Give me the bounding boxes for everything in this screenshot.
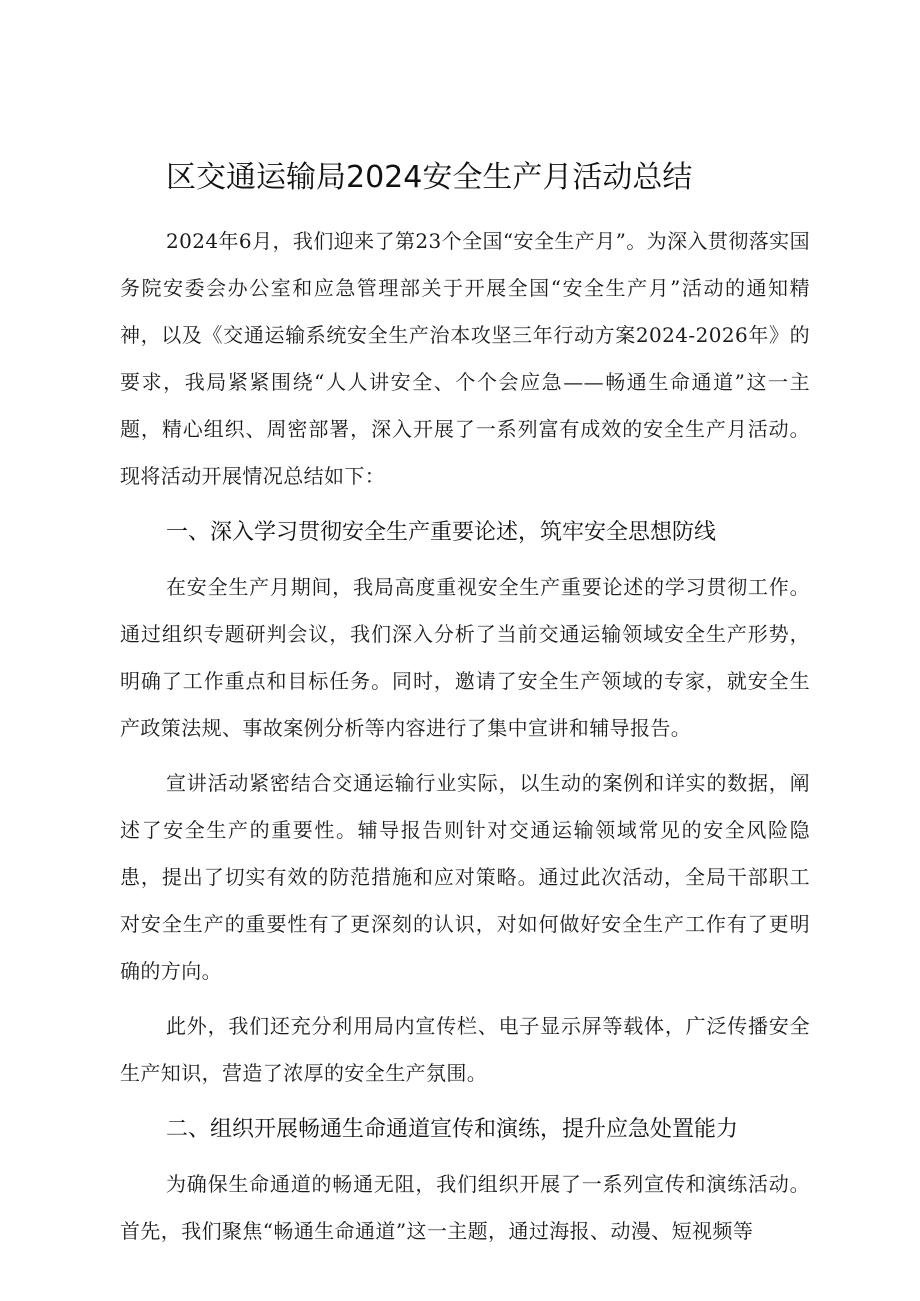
section-1-paragraph-2: 宣讲活动紧密结合交通运输行业实际，以生动的案例和详实的数据，阐述了安全生产的重要性。辅导报告则针对交通运输领域常见的安全风险隐患，提出了切实有效的防范措施和应对策略。通过此次活动，全局干部职工对安全生产的重要性有了更深刻的认识，对如何做好安全生产工作有了更明确的方向。	[120, 771, 810, 983]
section-1-paragraph-1: 在安全生产月期间，我局高度重视安全生产重要论述的学习贯彻工作。通过组织专题研判会议，我们深入分析了当前交通运输领域安全生产形势，明确了工作重点和目标任务。同时，邀请了安全生产领域的专家，就安全生产政策法规、事故案例分析等内容进行了集中宣讲和辅导报告。	[120, 575, 810, 740]
intro-paragraph: 2024年6月，我们迎来了第23个全国“安全生产月”。为深入贯彻落实国务院安委会办公室和应急管理部关于开展全国“安全生产月”活动的通知精神，以及《交通运输系统安全生产治本攻坚三年行动方案2024-2026年》的要求，我局紧紧围绕“人人讲安全、个个会应急——畅通生命通道”这一主题，精心组织、周密部署，深入开展了一系列富有成效的安全生产月活动。现将活动开展情况总结如下：	[120, 229, 810, 488]
document-title: 区交通运输局2024安全生产月活动总结	[166, 160, 693, 195]
section-2-heading: 二、组织开展畅通生命通道宣传和演练，提升应急处置能力	[166, 1117, 739, 1142]
section-2-paragraph-1: 为确保生命通道的畅通无阻，我们组织开展了一系列宣传和演练活动。首先，我们聚焦“畅通生命通道”这一主题，通过海报、动漫、短视频等	[120, 1172, 810, 1243]
section-1-heading: 一、深入学习贯彻安全生产重要论述，筑牢安全思想防线	[166, 520, 717, 545]
section-1-paragraph-3: 此外，我们还充分利用局内宣传栏、电子显示屏等载体，广泛传播安全生产知识，营造了浓厚的安全生产氛围。	[120, 1014, 810, 1085]
document-page	[120, 150, 810, 1263]
